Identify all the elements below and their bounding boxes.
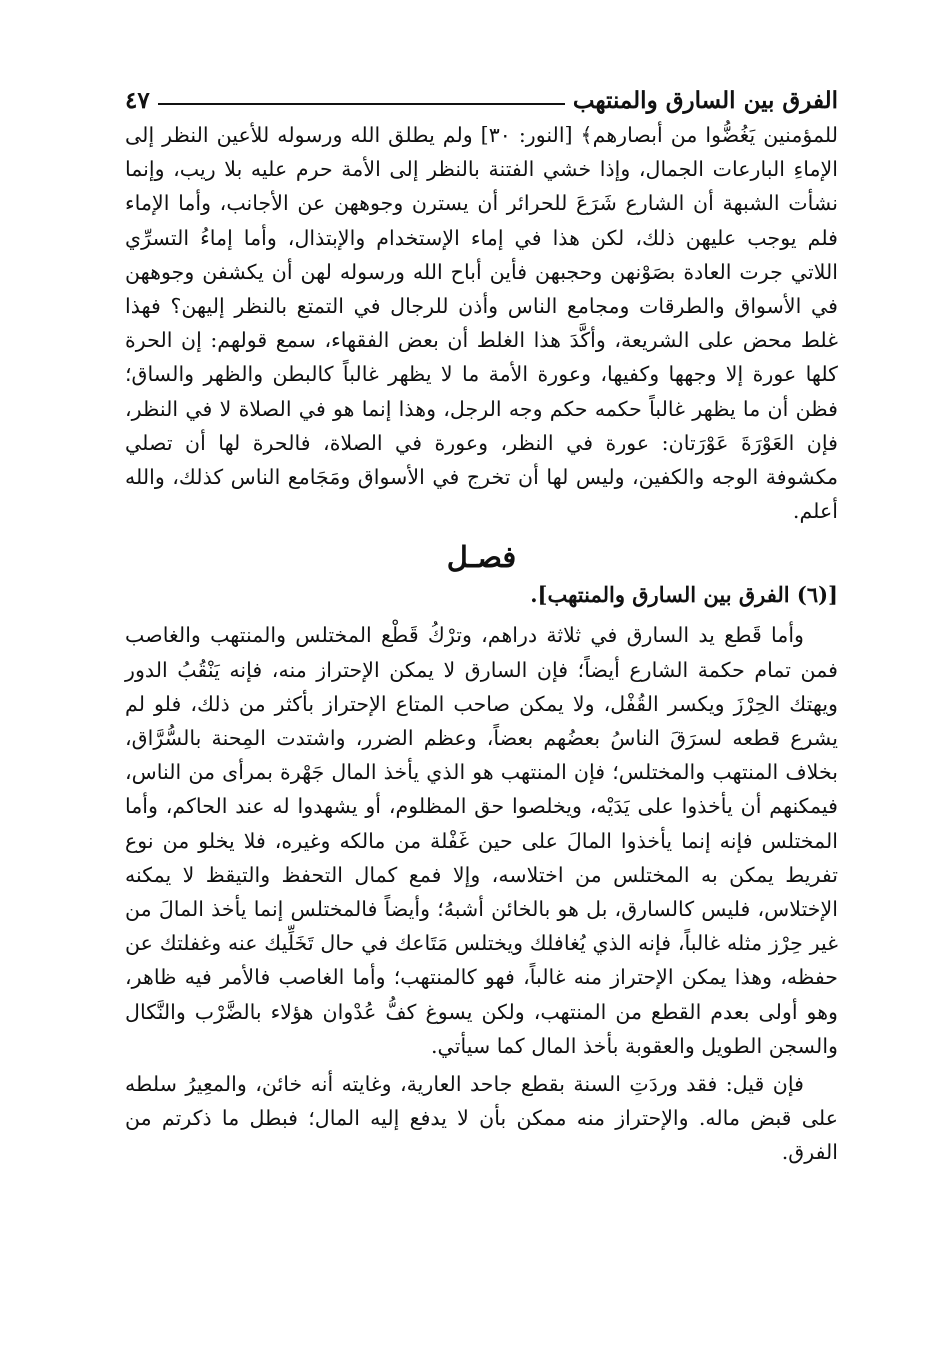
running-header [125,80,838,114]
paragraph-theft-distinction: وأما قَطع يد السارق في ثلاثة دراهم، وترْكُ قَطْع المختلس والمنتهب والغاصب فمن تمام حكمة الشارع أيضاً؛ فإن السارق لا يمكن الإحتراز منه، فإنه يَنْقُبُ الدور ويهتك الحِرْزَ ويكسر القُفْل، ولا يمكن صاحب المتاع الإحتراز بأكثر من ذلك، فلو لم يشرع قطعه لسرَقَ الناسُ بعضُهم بعضاً، وعظم الضرر، واشتدت المِحنة بالسُّرَّاق، بخلاف المنتهب والمختلس؛ فإن المنتهب هو الذي يأخذ المال جَهْرة بمرأى من الناس، فيمكنهم أن يأخذوا على يَدَيْه، ويخلصوا حق المظلوم، أو يشهدوا له عند الحاكم، وأما المختلس فإنه إنما يأخذوا المالَ على حين غَفْلة من مالكه وغيره، فلا يخلو من نوع تفريط يمكن به المختلس من اختلاسه، وإلا فمع كمال التحفظ والتيقظ لا يمكنه الإختلاس، فليس كالسارق، بل هو بالخائن أشبهُ؛ وأيضاً فالمختلس إنما يأخذ المالَ من غير حِرْز مثله غالباً، فإنه الذي يُغافلك ويختلس مَتَاعك في حال تَخَلِّيك عنه وغفلتك عن حفظه، وهذا يمكن الإحتراز منه غالباً، فهو كالمنتهب؛ وأما الغاصب فالأمر فيه ظاهر، وهو أولى بعدم القطع من المنتهب، ولكن يسوغ كفُّ عُدْوان هؤلاء بالضَّرْب والنَّكال والسجن الطويل والعقوبة بأخذ المال كما سيأتي. [125,623,838,1058]
page-number: ٤٧ [125,87,150,114]
section-title: [(٦) الفرق بين السارق والمنتهب]. [530,582,838,608]
fasl-heading: فصـل [446,540,517,575]
header-title: الفرق بين السارق والمنتهب [572,87,838,114]
paragraph-continued: للمؤمنين يَغُضُّوا من أبصارهم﴾ [النور: ٣٠] ولم يطلق الله ورسوله للأعين النظر إلى الإماءِ البارعات الجمال، وإذا خشي الفتنة بالنظر إلى الأمة حرم عليه بلا ريب، وإنما نشأت الشبهة أن الشارع شَرَعَ للحرائر أن يسترن وجوههن عن الأجانب، وأما الإماء فلم يوجب عليهن ذلك، لكن هذا في إماء الإستخدام والإبتذال، وأما إماءُ التسرِّي اللاتي جرت العادة بصَوْنهن وحجبهن فأين أباح الله ورسوله لهن أن يكشفن وجوههن في الأسواق والطرقات ومجامع الناس وأذن للرجال في التمتع بالنظر إليهن؟ فهذا غلط محض على الشريعة، وأكَّدَ هذا الغلط أن بعض الفقهاء، سمع قولهم: إن الحرة كلها عورة إلا وجهها وكفيها، وعورة الأمة ما لا يظهر غالباً كالبطن والظهر والساق؛ فظن أن ما يظهر غالباً حكمه حكم وجه الرجل، وهذا إنما هو في الصلاة لا في النظر، فإن العَوْرَةَ عَوْرَتان: عورة في النظر، وعورة في الصلاة، فالحرة لها أن تصلي مكشوفة الوجه والكفين، وليس لها أن تخرج في الأسواق ومَجَامع الناس كذلك، والله أعلم. [125,123,839,524]
paragraph-objection: فإن قيل: فقد وردَتِ السنة بقطع جاحد العارية، وغايته أنه خائن، والمعِيرُ سلطه على قبض ماله. والإحتراز منه ممكن بأن لا يدفع إليه المال؛ فبطل ما ذكرتم من الفرق. [125,1072,838,1165]
page-body [125,118,838,1170]
header-rule [158,103,565,105]
